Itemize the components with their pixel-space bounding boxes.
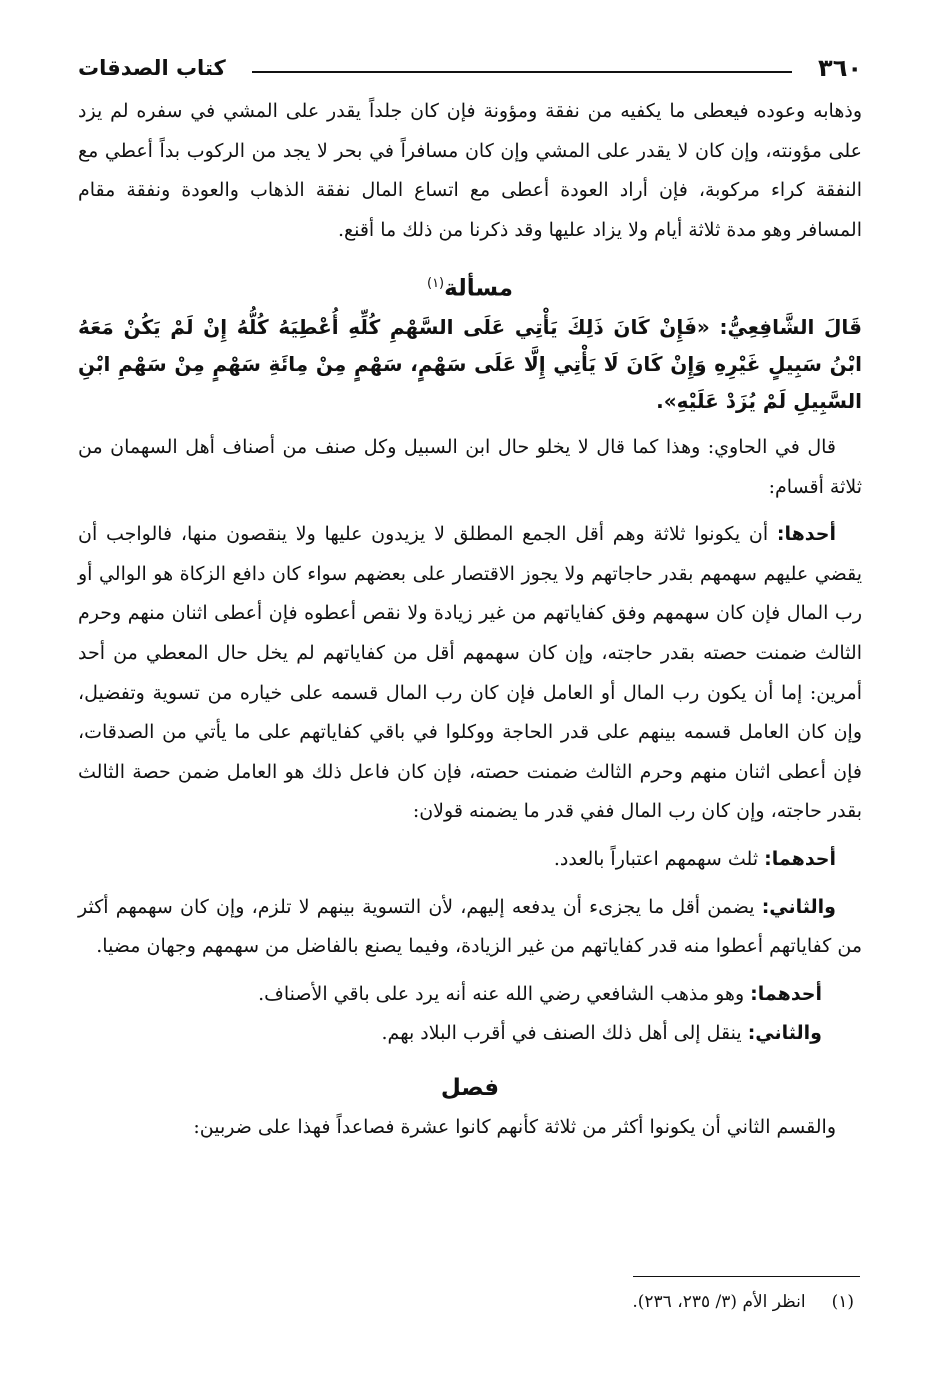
opinion-two-text: يضمن أقل ما يجزىء أن يدفعه إليهم، لأن التسوية بينهم لا تلزم، وإن كان سهمهم أكثر من كفاياتهم أعطوا منه قدر كفاياتهم من غير الزيادة، وفيما يصنع بالفاضل من سهمهم وجهان مضيا. <box>78 895 862 958</box>
first-part-label: أحدها: <box>776 523 836 546</box>
aspect-two <box>78 1014 862 1054</box>
opinion-one-text: ثلث سهمهم اعتباراً بالعدد. <box>553 847 759 870</box>
masala-footnote-ref: (١) <box>426 276 445 292</box>
footnote-text: انظر الأم (٣/ ٢٣٥، ٢٣٦). <box>632 1292 806 1312</box>
header-rule <box>252 71 792 73</box>
second-division-paragraph: والقسم الثاني أن يكونوا أكثر من ثلاثة كأنهم كانوا عشرة فصاعداً فهذا على ضربين: <box>193 1115 836 1138</box>
fasl-heading: فصل <box>440 1074 500 1101</box>
aspect-one-label: أحدهما: <box>750 982 822 1005</box>
aspect-one-text: وهو مذهب الشافعي رضي الله عنه أنه يرد على باقي الأصناف. <box>258 982 745 1005</box>
intro-paragraph: وذهابه وعوده فيعطى ما يكفيه من نفقة ومؤونة فإن كان جلداً يقدر على المشي في سفره لم يزد على مؤونته، وإن كان لا يقدر على المشي وإن كان مسافراً في بحر لا يجد من الركوب بداً أعطي مع النفقة كراء مركوبة، فإن أراد العودة أعطى مع اتساع المال نفقة الذهاب والعودة ونفقة مقام المسافر وهو مدة ثلاثة أيام ولا يزاد عليها وقد ذكرنا من ذلك ما أقنع. <box>78 100 862 241</box>
masala-heading <box>78 264 862 309</box>
first-part-paragraph <box>78 515 862 832</box>
main-text <box>78 92 862 1148</box>
aspect-two-label: والثاني: <box>747 1022 822 1045</box>
opinion-two <box>78 888 862 967</box>
hawi-paragraph: قال في الحاوي: وهذا كما قال لا يخلو حال ابن السبيل وكل صنف من أصناف أهل السهمان من ثلاثة أقسام: <box>78 436 862 498</box>
footnote <box>78 1288 862 1316</box>
masala-heading-text: مسألة <box>444 276 513 303</box>
aspect-one <box>78 975 862 1015</box>
first-part-text: أن يكونوا ثلاثة وهم أقل الجمع المطلق لا يزيدون عليها ولا ينقصون منها، فالواجب أن يقضي عليهم سهمهم بقدر حاجاتهم ولا يجوز الاقتصار على بعضهم سواء كان دافع الزكاة هو الوالي أو رب المال فإن كان سهمهم وفق كفاياتهم من غير زيادة ولا نقص أعطوه فإن أعطى اثنان منهم وحرم الثالث ضمنت حصته بقدر حاجته، وإن كان سهمهم أقل من كفاياتهم لم يخل حال المعطي من أحد أمرين: إما أن يكون رب المال أو العامل فإن كان رب المال قسمه على خياره من تسوية وتفضيل، وإن كان العامل قسمه بينهم على قدر الحاجة ووكلوا في باقي كفاياتهم على ما يأتي من الصدقات، فإن أعطى اثنان منهم وحرم الثالث ضمنت حصته، فإن كان فاعل ذلك هو العامل ضمن حصة الثالث بقدر حاجته، وإن كان رب المال ففي قدر ما يضمنه قولان: <box>78 523 862 823</box>
book-title: كتاب الصدقات <box>78 56 226 80</box>
footnote-rule <box>633 1276 860 1277</box>
opinion-one <box>78 840 862 880</box>
footnote-marker: (١) <box>831 1292 854 1312</box>
running-header <box>78 48 862 88</box>
opinion-one-label: أحدهما: <box>764 847 836 870</box>
shafii-quote: قَالَ الشَّافِعِيُّ: «فَإِنْ كَانَ ذَلِكَ يَأْتِي عَلَى السَّهْمِ كُلِّهِ أُعْطِيَهُ كُلُّهُ إِنْ لَمْ يَكُنْ مَعَهُ ابْنُ سَبِيلٍ غَيْرِهِ وَإِنْ كَانَ لَا يَأْتِي إِلَّا عَلَى سَهْمٍ، سَهْمٍ مِنْ مِائَةِ سَهْمٍ مِنْ سَهْمِ ابْنِ السَّبِيلِ لَمْ يُزَدْ عَلَيْهِ». <box>78 315 862 414</box>
opinion-two-label: والثاني: <box>761 895 836 918</box>
page-number: ٣٦٠ <box>818 54 862 82</box>
aspect-two-text: ينقل إلى أهل ذلك الصنف في أقرب البلاد بهم. <box>381 1022 742 1045</box>
